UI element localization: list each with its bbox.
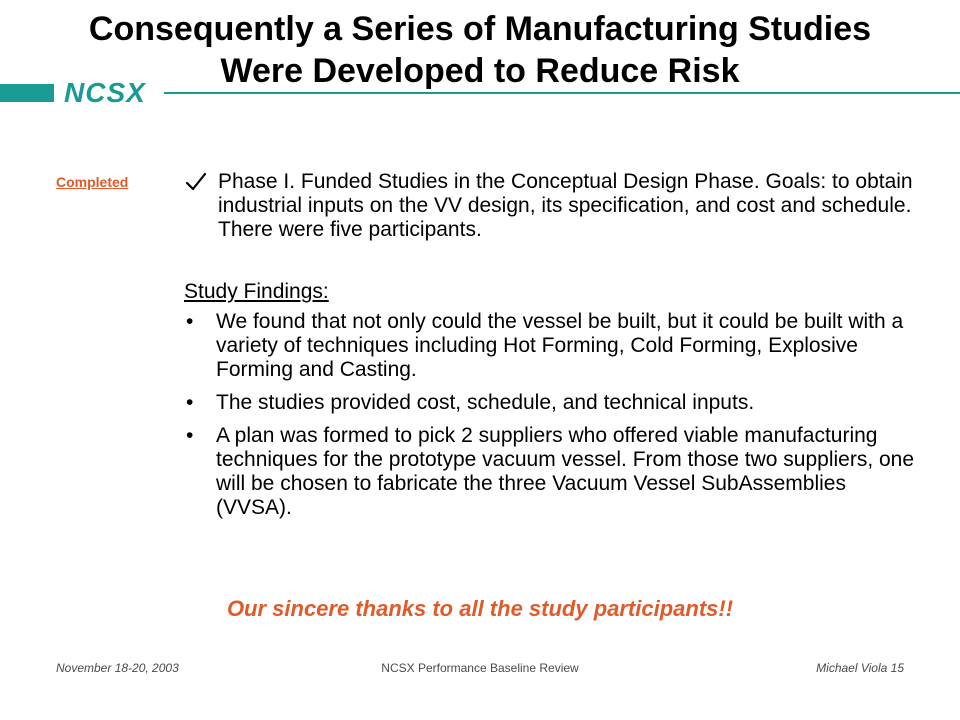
- ncsx-logo: NCSX: [64, 77, 146, 108]
- list-item: [184, 391, 924, 415]
- phase-item: [184, 170, 924, 242]
- slide-title-line-2: Were Developed to Reduce Risk: [220, 52, 740, 90]
- finding-text: We found that not only could the vessel be built, but it could be built with a variety of techniques including Hot Forming, Cold Forming, Explosive Forming and Casting.: [216, 310, 904, 381]
- header-accent-bar: [0, 84, 54, 102]
- list-item: [184, 424, 924, 520]
- slide-title: [30, 8, 930, 92]
- footer-date: November 18-20, 2003: [56, 661, 179, 675]
- finding-text: The studies provided cost, schedule, and technical inputs.: [216, 391, 755, 414]
- bullet-icon: •: [186, 310, 194, 333]
- bullet-icon: •: [186, 391, 194, 414]
- thanks-message: Our sincere thanks to all the study participants!!: [226, 596, 734, 621]
- list-item: [184, 310, 924, 382]
- bullet-icon: •: [186, 424, 194, 447]
- header-rule: [164, 92, 960, 94]
- slide-title-line-1: Consequently a Series of Manufacturing Studies: [88, 10, 872, 48]
- findings-list: [184, 310, 924, 520]
- checkmark-icon: [184, 170, 208, 194]
- finding-text: A plan was formed to pick 2 suppliers who offered viable manufacturing techniques for the prototype vacuum vessel. From those two suppliers, one will be chosen to fabricate the three Vacuum Vessel SubAssemblies (VVSA).: [216, 424, 915, 519]
- slide-body: [184, 170, 924, 529]
- findings-heading: Study Findings:: [184, 280, 329, 303]
- footer-presenter-page: Michael Viola 15: [816, 661, 904, 675]
- phase-text: Phase I. Funded Studies in the Conceptual Design Phase. Goals: to obtain industrial inputs on the VV design, its specification, and cost and schedule. There were five participants.: [218, 170, 913, 241]
- footer-event: NCSX Performance Baseline Review: [381, 661, 579, 675]
- status-completed-label: Completed: [56, 174, 129, 190]
